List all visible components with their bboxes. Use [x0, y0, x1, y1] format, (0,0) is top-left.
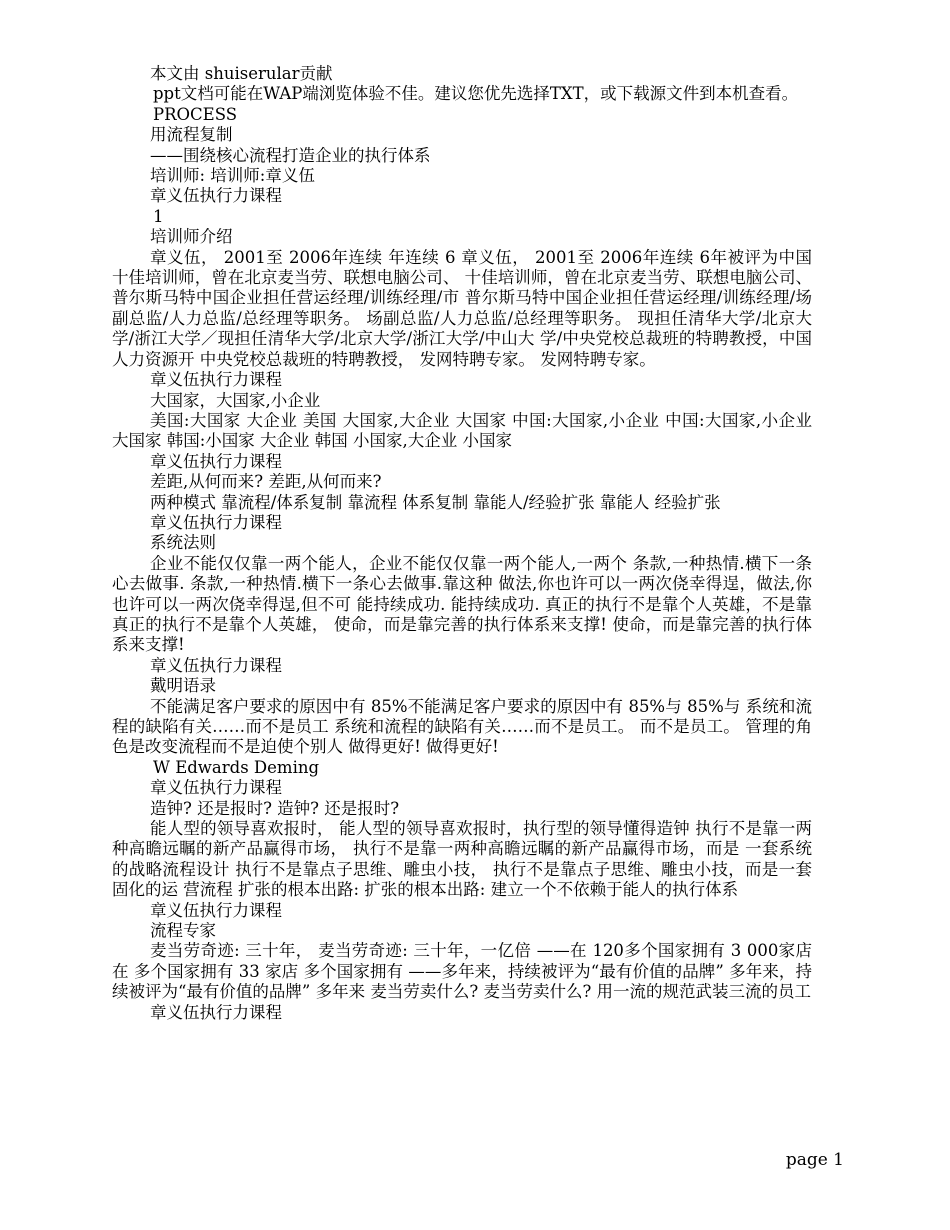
document-paragraph: 培训师: 培训师:章义伍 — [150, 166, 315, 186]
document-paragraph: 章义伍执行力课程 — [150, 900, 282, 920]
document-paragraph: ppt文档可能在WAP端浏览体验不佳。建议您优先选择TXT，或下载源文件到本机查看。 — [153, 84, 799, 104]
document-paragraph: 大国家，大国家,小企业 — [150, 390, 321, 410]
document-paragraph: 章义伍执行力课程 — [150, 1002, 282, 1022]
document-paragraph: ——围绕核心流程打造企业的执行体系 — [150, 145, 431, 165]
document-paragraph: 两种模式 靠流程/体系复制 靠流程 体系复制 靠能人/经验扩张 靠能人 经验扩张 — [150, 492, 721, 512]
document-paragraph: 系统法则 — [150, 533, 216, 553]
document-paragraph: 培训师介绍 — [150, 227, 233, 247]
document-paragraph: 不能满足客户要求的原因中有 85%不能满足客户要求的原因中有 85%与 85%与 系统和流程的缺陷有关……而不是员工 系统和流程的缺陷有关……而不是员工。 而不是员工。 管理的角色是改变流程而不是迫使个别人 做得更好! 做得更好! — [112, 696, 812, 757]
document-paragraph: 章义伍执行力课程 — [150, 186, 282, 206]
document-paragraph: 本文由 shuiserular贡献 — [150, 64, 333, 83]
document-paragraph: 章义伍， 2001至 2006年连续 年连续 6 章义伍， 2001至 2006年连续 6年被评为中国 十佳培训师，曾在北京麦当劳、联想电脑公司、 十佳培训师，曾在北京麦当劳、联想电脑公司、 普尔斯马特中国企业担任营运经理/训练经理/市 普尔斯马特中国企业担任营运经理/训练经理/场副总监/人力总监/总经理等职务。 场副总监/人力总监/总经理等职务。 现担任清华大学/北京大学/浙江大学／现担任清华大学/北京大学/浙江大学/中山大 学/中央党校总裁班的特聘教授，中国人力资源开 中央党校总裁班的特聘教授， 发网特聘专家。 发网特聘专家。 — [112, 247, 818, 369]
document-paragraph: 章义伍执行力课程 — [150, 451, 282, 471]
document-paragraph: 美国:大国家 大企业 美国 大国家,大企业 大国家 中国:大国家,小企业 中国:大国家,小企业 大国家 韩国:小国家 大企业 韩国 小国家,大企业 小国家 — [112, 410, 818, 451]
document-paragraph: 章义伍执行力课程 — [150, 512, 282, 532]
document-paragraph: 戴明语录 — [150, 676, 216, 696]
document-paragraph: 章义伍执行力课程 — [150, 370, 282, 390]
document-body — [112, 64, 818, 1023]
document-paragraph: 能人型的领导喜欢报时， 能人型的领导喜欢报时，执行型的领导懂得造钟 执行不是靠一两种高瞻远瞩的新产品赢得市场， 执行不是靠一两种高瞻远瞩的新产品赢得市场，而是 一套系统的战略流程设计 执行不是靠点子思维、雕虫小技， 执行不是靠点子思维、雕虫小技，而是一套固化的运 营流程 扩张的根本出路: 扩张的根本出路: 建立一个不依赖于能人的执行体系 — [112, 819, 812, 900]
document-paragraph: 差距,从何而来? 差距,从何而来? — [150, 472, 382, 492]
document-paragraph: PROCESS — [153, 104, 238, 124]
document-paragraph: W Edwards Deming — [153, 757, 320, 777]
document-paragraph: 企业不能仅仅靠一两个能人，企业不能仅仅靠一两个能人,一两个 条款,一种热情.横下一条心去做事. 条款,一种热情.横下一条心去做事.靠这种 做法,你也许可以一两次侥幸得逞，做法,你也许可以一两次侥幸得逞,但不可 能持续成功. 能持续成功. 真正的执行不是靠个人英雄，不是靠 真正的执行不是靠个人英雄， 使命，而是靠完善的执行体系来支撑! 使命，而是靠完善的执行体系来支撑! — [112, 553, 818, 655]
document-paragraph: 章义伍执行力课程 — [150, 655, 282, 675]
page-number: page 1 — [785, 1150, 844, 1170]
document-paragraph: 麦当劳奇迹: 三十年， 麦当劳奇迹: 三十年，一亿倍 ——在 120多个国家拥有 3 000家店 在 多个国家拥有 33 家店 多个国家拥有 ——多年来，持续被评为“最有价值的品牌” 多年来，持续被评为“最有价值的品牌” 多年来 麦当劳卖什么? 麦当劳卖什么? 用一流的规范武装三流的员工 — [112, 941, 818, 1002]
document-paragraph: 章义伍执行力课程 — [150, 778, 282, 798]
document-paragraph: 流程专家 — [150, 921, 216, 941]
document-paragraph: 造钟? 还是报时? 造钟? 还是报时? — [150, 798, 400, 818]
document-paragraph: 1 — [153, 206, 164, 226]
document-paragraph: 用流程复制 — [150, 125, 233, 145]
